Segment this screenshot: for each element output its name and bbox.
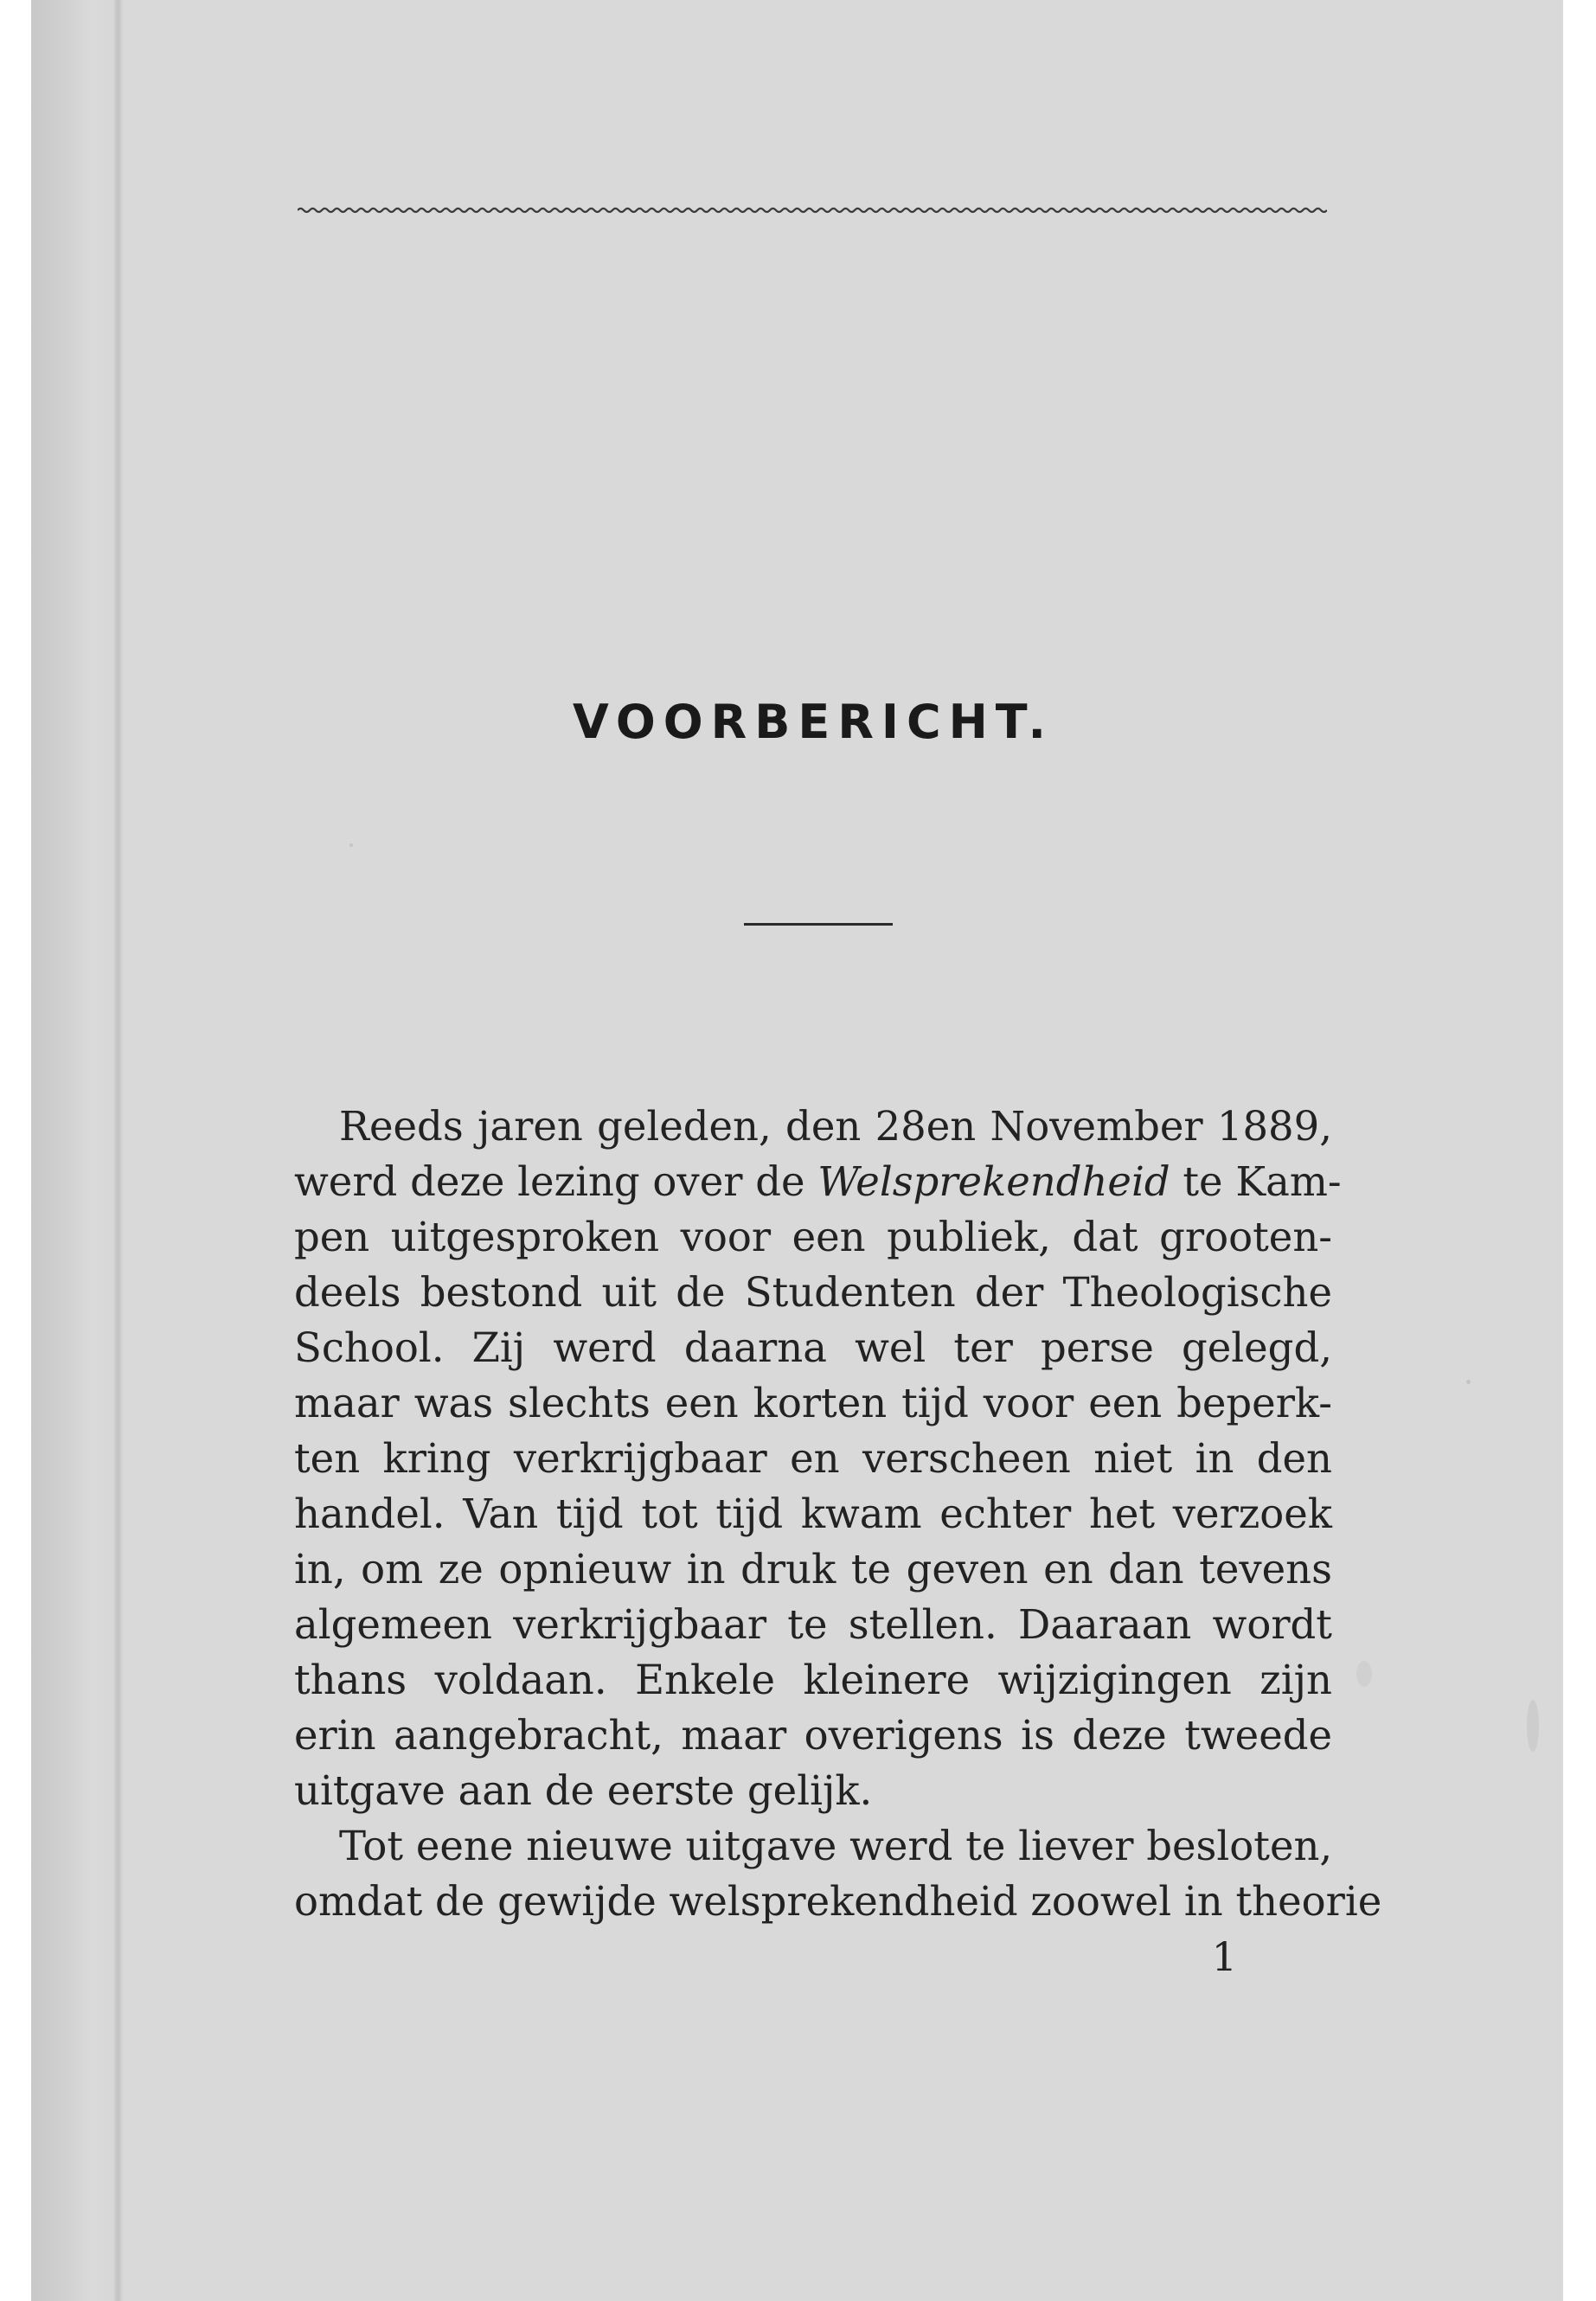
text-run: Reeds jaren geleden, den 28en November 1889, [339, 1103, 1332, 1150]
paper-speck [1527, 1700, 1539, 1752]
text-line [294, 1375, 1332, 1431]
text-line [294, 1818, 1332, 1874]
text-line [294, 1652, 1332, 1708]
text-run: ten kring verkrijgbaar en verscheen niet in den [294, 1435, 1332, 1482]
text-run: te Kam- [1170, 1158, 1342, 1205]
gutter-fold [114, 0, 123, 2301]
text-line [294, 1708, 1332, 1763]
title-divider-rule [744, 923, 893, 926]
text-run: in, om ze opnieuw in druk te geven en dan tevens [294, 1546, 1332, 1593]
body-text [294, 1099, 1382, 1929]
ornamental-wavy-rule [298, 201, 1327, 220]
text-line [294, 1541, 1332, 1597]
text-run: deels bestond uit de Studenten der Theologische [294, 1269, 1332, 1316]
text-run: thans voldaan. Enkele kleinere wijzigingen zijn [294, 1657, 1332, 1703]
text-line [294, 1209, 1332, 1265]
text-line [294, 1597, 1332, 1652]
page-number: 1 [1211, 1933, 1237, 1980]
page-gutter [31, 0, 118, 2301]
paragraph-1 [294, 1099, 1342, 1818]
paragraph-2 [294, 1818, 1382, 1929]
page-title: VOORBERICHT. [573, 695, 1054, 749]
text-run: werd deze lezing over de [294, 1158, 818, 1205]
paper-speck [1356, 1661, 1372, 1687]
text-run: pen uitgesproken voor een publiek, dat grooten- [294, 1214, 1332, 1260]
text-run: omdat de gewijde welsprekendheid zoowel in theorie [294, 1878, 1382, 1925]
text-line [294, 1763, 1332, 1818]
paper-speck [1466, 1380, 1471, 1384]
text-line [294, 1265, 1332, 1320]
text-line [294, 1154, 1342, 1209]
text-line [294, 1431, 1332, 1486]
text-run: algemeen verkrijgbaar te stellen. Daaraan wordt [294, 1601, 1332, 1648]
italic-term: Welsprekendheid [817, 1158, 1170, 1205]
text-line [294, 1874, 1382, 1929]
text-run: maar was slechts een korten tijd voor een beperk- [294, 1380, 1332, 1426]
scan-margin-left [0, 0, 31, 2301]
text-line [294, 1320, 1332, 1375]
scan-margin-right [1563, 0, 1596, 2301]
text-run: School. Zij werd daarna wel ter perse gelegd, [294, 1324, 1332, 1371]
text-run: Tot eene nieuwe uitgave werd te liever besloten, [339, 1823, 1333, 1869]
paper-speck [349, 843, 353, 847]
text-run: uitgave aan de eerste gelijk. [294, 1767, 873, 1814]
text-line [294, 1486, 1332, 1541]
text-line [294, 1099, 1332, 1154]
text-run: erin aangebracht, maar overigens is deze tweede [294, 1712, 1332, 1759]
text-run: handel. Van tijd tot tijd kwam echter het verzoek [294, 1490, 1332, 1537]
